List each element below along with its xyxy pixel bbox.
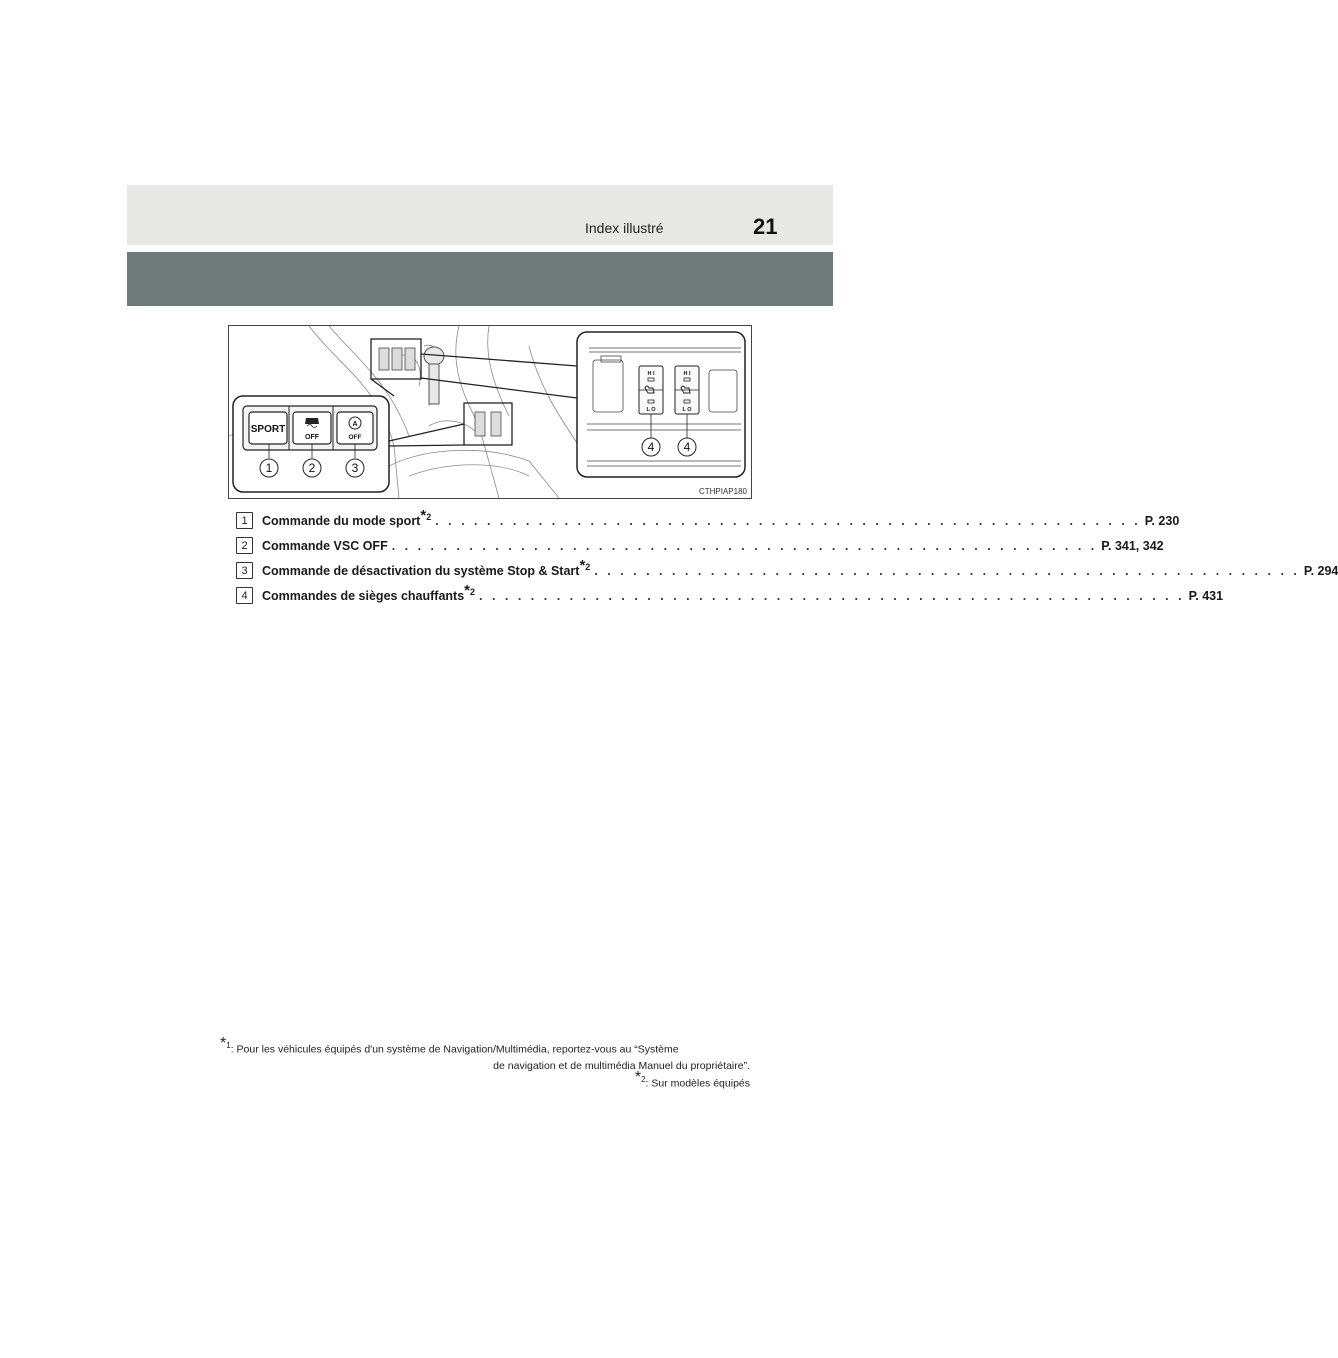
callout-4b-label: 4 xyxy=(683,440,691,454)
item-number-badge: 1 xyxy=(236,512,253,529)
page-reference[interactable]: P. 341, 342 xyxy=(1101,538,1164,553)
sport-label: SPORT xyxy=(250,424,286,435)
legend-list xyxy=(236,507,1338,608)
lo-label-left: L O xyxy=(646,407,656,413)
item-label: Commande VSC OFF xyxy=(262,538,388,553)
legend-item xyxy=(236,582,1224,608)
header-band xyxy=(127,185,833,245)
hi-label-left: H I xyxy=(647,371,655,377)
vsc-off-label: OFF xyxy=(305,434,319,441)
section-bar xyxy=(127,252,833,306)
legend-item xyxy=(236,533,1164,558)
item-label: Commande de désactivation du système Stop & Start*$^2$ xyxy=(262,557,591,579)
page-reference[interactable]: P. 230 xyxy=(1144,513,1180,528)
footnote-1: *$^1$: Pour les véhicules équipés d'un système de Navigation/Multimédia, reportez-vous au “Système xyxy=(220,1035,679,1056)
leader-dots: . . . . . . . . . . . . . . . . . . . . . . . . . . . . . . . . . . . . . . . . . . . . . . . . . . . . . . . xyxy=(435,513,1141,528)
item-number-badge: 4 xyxy=(236,587,253,604)
item-label: Commandes de sièges chauffants*$^2$ xyxy=(262,582,476,604)
stop-start-symbol: A xyxy=(352,421,358,428)
page-reference[interactable]: P. 431 xyxy=(1188,588,1224,603)
item-number-badge: 3 xyxy=(236,562,253,579)
vsc-skid-icon xyxy=(305,418,319,428)
leader-dots: . . . . . . . . . . . . . . . . . . . . . . . . . . . . . . . . . . . . . . . . . . . . . . . . . . . . . . . xyxy=(594,563,1300,578)
page-number: 21 xyxy=(753,214,778,239)
callout-1-label: 1 xyxy=(265,461,273,475)
callout-3-label: 3 xyxy=(351,461,359,475)
callout-4a-label: 4 xyxy=(647,440,655,454)
footnotes xyxy=(220,1035,750,1092)
item-number-badge: 2 xyxy=(236,537,253,554)
console-drawing xyxy=(229,326,751,498)
stop-start-off-label: OFF xyxy=(348,434,362,441)
leader-dots: . . . . . . . . . . . . . . . . . . . . . . . . . . . . . . . . . . . . . . . . . . . . . . . . . . . . . . . xyxy=(391,538,1098,553)
legend-item xyxy=(236,507,1180,533)
footnote-2: *$^2$: Sur modèles équipés xyxy=(634,1069,750,1090)
page-reference[interactable]: P. 294 xyxy=(1303,563,1338,578)
footnote-1-continued: de navigation et de multimédia Manuel du propriétaire”. xyxy=(493,1059,750,1072)
leader-dots: . . . . . . . . . . . . . . . . . . . . . . . . . . . . . . . . . . . . . . . . . . . . . . . . . . . . . . . xyxy=(479,588,1185,603)
callout-2-label: 2 xyxy=(308,461,316,475)
legend-item xyxy=(236,557,1338,583)
figure-code: CTHPIAP180 xyxy=(698,487,747,496)
lo-label-right: L O xyxy=(682,407,692,413)
console-illustration xyxy=(228,325,752,499)
hi-label-right: H I xyxy=(683,371,691,377)
header-title: Index illustré xyxy=(585,220,664,236)
item-label: Commande du mode sport*$^2$ xyxy=(262,507,432,529)
